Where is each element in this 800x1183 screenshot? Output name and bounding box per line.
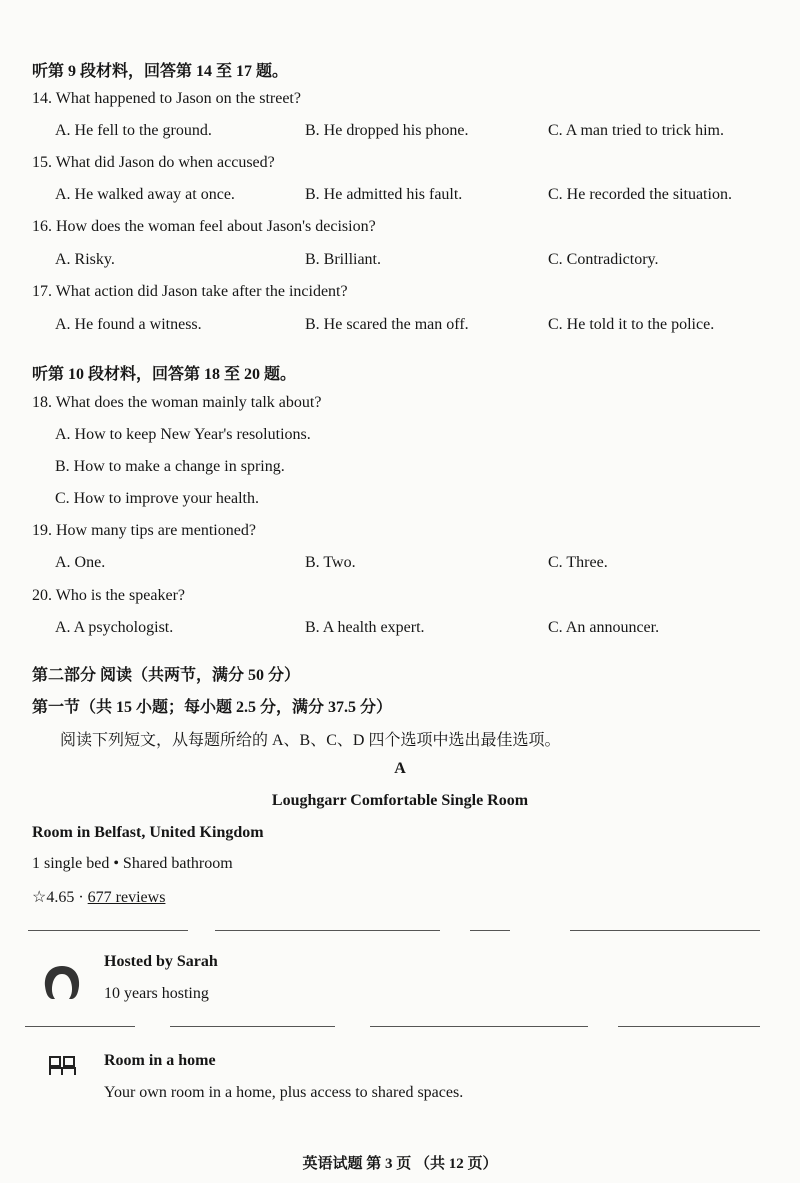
part-2-heading: 第二部分 阅读（共两节，满分 50 分） [32, 667, 301, 684]
question-15: 15. What did Jason do when accused? [32, 154, 275, 171]
divider [25, 1026, 135, 1027]
divider [215, 930, 440, 931]
passage-title: Loughgarr Comfortable Single Room [271, 792, 529, 809]
question-17: 17. What action did Jason take after the incident? [32, 283, 348, 300]
q17-option-a: A. He found a witness. [55, 316, 202, 333]
part-2-instruction: 阅读下列短文，从每题所给的 A、B、C、D 四个选项中选出最佳选项。 [60, 732, 561, 749]
q19-option-b: B. Two. [305, 554, 356, 571]
q16-option-b: B. Brilliant. [305, 251, 381, 268]
q19-option-a: A. One. [55, 554, 106, 571]
q18-option-b: B. How to make a change in spring. [55, 458, 285, 475]
q15-option-b: B. He admitted his fault. [305, 186, 463, 203]
host-name: Hosted by Sarah [104, 953, 218, 970]
q19-option-c: C. Three. [548, 554, 608, 571]
q17-option-b: B. He scared the man off. [305, 316, 469, 333]
room-details: 1 single bed • Shared bathroom [32, 855, 233, 872]
q20-option-a: A. A psychologist. [55, 619, 174, 636]
rating: ☆4.65 · [32, 889, 88, 906]
q15-option-c: C. He recorded the situation. [548, 186, 732, 203]
q14-option-a: A. He fell to the ground. [55, 122, 212, 139]
q14-option-c: C. A man tried to trick him. [548, 122, 724, 139]
divider [170, 1026, 335, 1027]
question-19: 19. How many tips are mentioned? [32, 522, 256, 539]
part-2-subheading: 第一节（共 15 小题；每小题 2.5 分，满分 37.5 分） [32, 699, 393, 716]
q14-option-b: B. He dropped his phone. [305, 122, 469, 139]
section-9-heading: 听第 9 段材料，回答第 14 至 17 题。 [32, 63, 289, 80]
room-location: Room in Belfast, United Kingdom [32, 824, 264, 841]
question-18: 18. What does the woman mainly talk about? [32, 394, 322, 411]
host-years: 10 years hosting [104, 985, 209, 1002]
q20-option-b: B. A health expert. [305, 619, 425, 636]
q18-option-c: C. How to improve your health. [55, 490, 259, 507]
divider [370, 1026, 588, 1027]
divider [618, 1026, 760, 1027]
divider [28, 930, 188, 931]
q20-option-c: C. An announcer. [548, 619, 660, 636]
q16-option-a: A. Risky. [55, 251, 115, 268]
door-icon [48, 1055, 78, 1077]
divider [470, 930, 510, 931]
question-16: 16. How does the woman feel about Jason's decision? [32, 218, 376, 235]
host-avatar-icon [40, 962, 84, 1002]
reviews-link[interactable]: 677 reviews [87, 889, 166, 906]
divider [570, 930, 760, 931]
page-footer: 英语试题 第 3 页 （共 12 页） [302, 1156, 498, 1172]
q16-option-c: C. Contradictory. [548, 251, 659, 268]
q18-option-a: A. How to keep New Year's resolutions. [55, 426, 311, 443]
q15-option-a: A. He walked away at once. [55, 186, 235, 203]
q17-option-c: C. He told it to the police. [548, 316, 715, 333]
rating-line [32, 887, 165, 907]
room-type-title: Room in a home [104, 1052, 216, 1069]
passage-letter: A [394, 760, 406, 777]
room-type-description: Your own room in a home, plus access to shared spaces. [104, 1084, 464, 1101]
section-10-heading: 听第 10 段材料，回答第 18 至 20 题。 [32, 366, 297, 383]
question-20: 20. Who is the speaker? [32, 587, 185, 604]
question-14: 14. What happened to Jason on the street? [32, 90, 301, 107]
